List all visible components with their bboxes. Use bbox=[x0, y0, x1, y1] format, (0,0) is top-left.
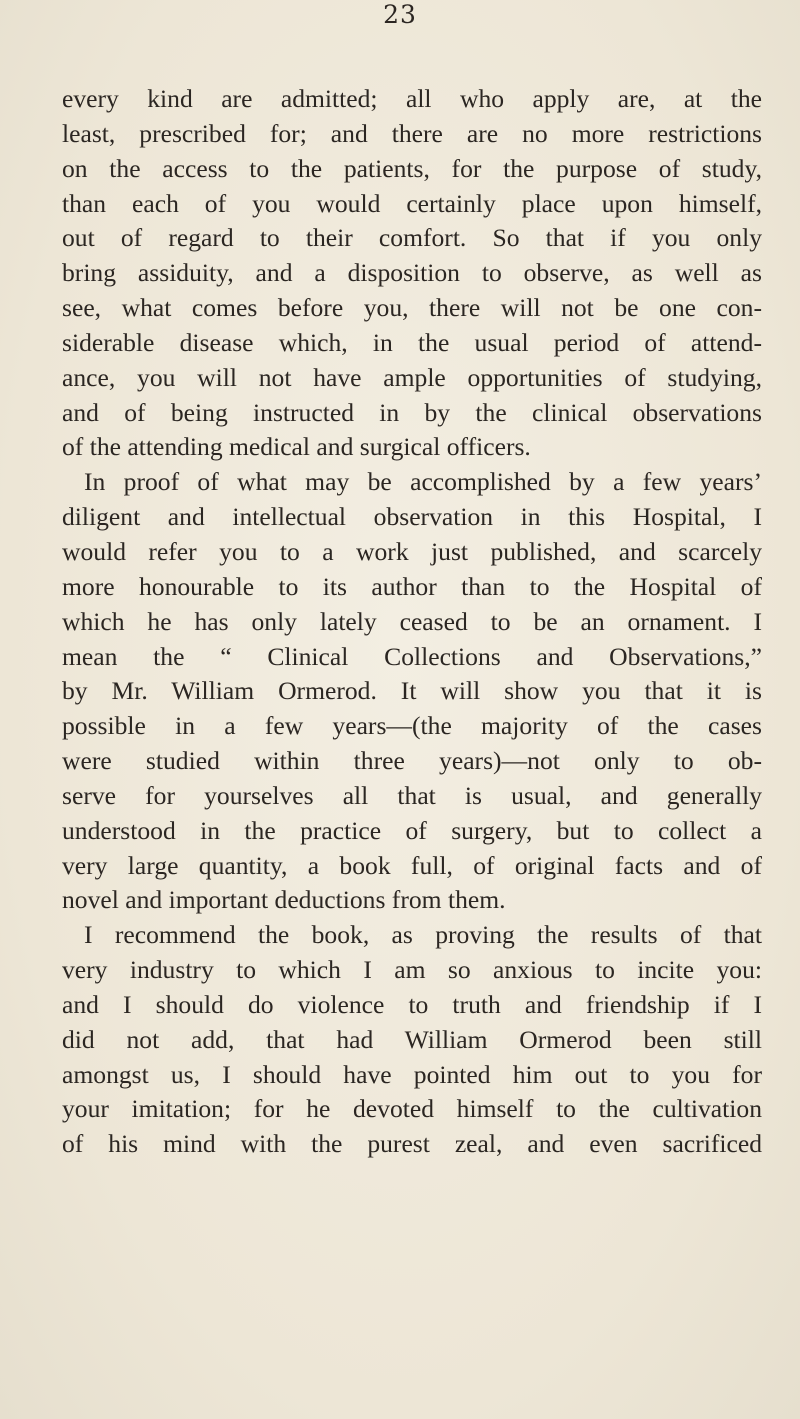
text-line: understood in the practice of surgery, but to collect a bbox=[62, 815, 762, 845]
text-line: and of being instructed in by the clinical observations bbox=[62, 397, 762, 427]
text-line: possible in a few years—(the majority of the cases bbox=[62, 711, 762, 741]
text-line: bring assiduity, and a disposition to observe, as well as bbox=[62, 258, 762, 288]
text-line: of the attending medical and surgical officers. bbox=[62, 432, 531, 462]
text-line: were studied within three years)—not only to ob- bbox=[62, 746, 762, 776]
text-line: than each of you would certainly place upon himself, bbox=[62, 188, 762, 218]
text-line: out of regard to their comfort. So that if you only bbox=[62, 223, 762, 253]
text-line: would refer you to a work just published, and scarcely bbox=[62, 536, 762, 566]
text-line: your imitation; for he devoted himself to the cultivation bbox=[62, 1094, 762, 1124]
paragraph-start-line: In proof of what may be accomplished by a few years’ bbox=[84, 467, 762, 497]
text-line: and I should do violence to truth and friendship if I bbox=[62, 989, 762, 1019]
text-line: amongst us, I should have pointed him out to you for bbox=[62, 1059, 762, 1089]
text-line: every kind are admitted; all who apply are, at the bbox=[62, 84, 762, 113]
text-line: by Mr. William Ormerod. It will show you that it is bbox=[62, 676, 762, 706]
text-line: very industry to which I am so anxious to incite you: bbox=[62, 955, 762, 985]
text-line: on the access to the patients, for the purpose of study, bbox=[62, 153, 762, 183]
text-line: which he has only lately ceased to be an ornament. I bbox=[62, 606, 762, 636]
text-line: least, prescribed for; and there are no more restrictions bbox=[62, 118, 762, 148]
text-line: very large quantity, a book full, of original facts and of bbox=[62, 850, 762, 880]
text-line: mean the “ Clinical Collections and Observations,” bbox=[62, 641, 762, 671]
page-number: 23 bbox=[383, 0, 417, 29]
body-text bbox=[62, 82, 762, 1162]
text-line: ance, you will not have ample opportunities of studying, bbox=[62, 362, 762, 392]
text-line: serve for yourselves all that is usual, and generally bbox=[62, 780, 762, 810]
text-line: more honourable to its author than to the Hospital of bbox=[62, 571, 762, 601]
text-line: diligent and intellectual observation in this Hospital, I bbox=[62, 502, 762, 532]
paragraph-start-line: I recommend the book, as proving the results of that bbox=[84, 920, 762, 950]
text-line: see, what comes before you, there will not be one con- bbox=[62, 293, 762, 323]
text-line: of his mind with the purest zeal, and even sacrificed bbox=[62, 1129, 762, 1159]
text-line: siderable disease which, in the usual period of attend- bbox=[62, 327, 762, 357]
text-line: did not add, that had William Ormerod been still bbox=[62, 1024, 762, 1054]
text-line: novel and important deductions from them. bbox=[62, 885, 506, 915]
